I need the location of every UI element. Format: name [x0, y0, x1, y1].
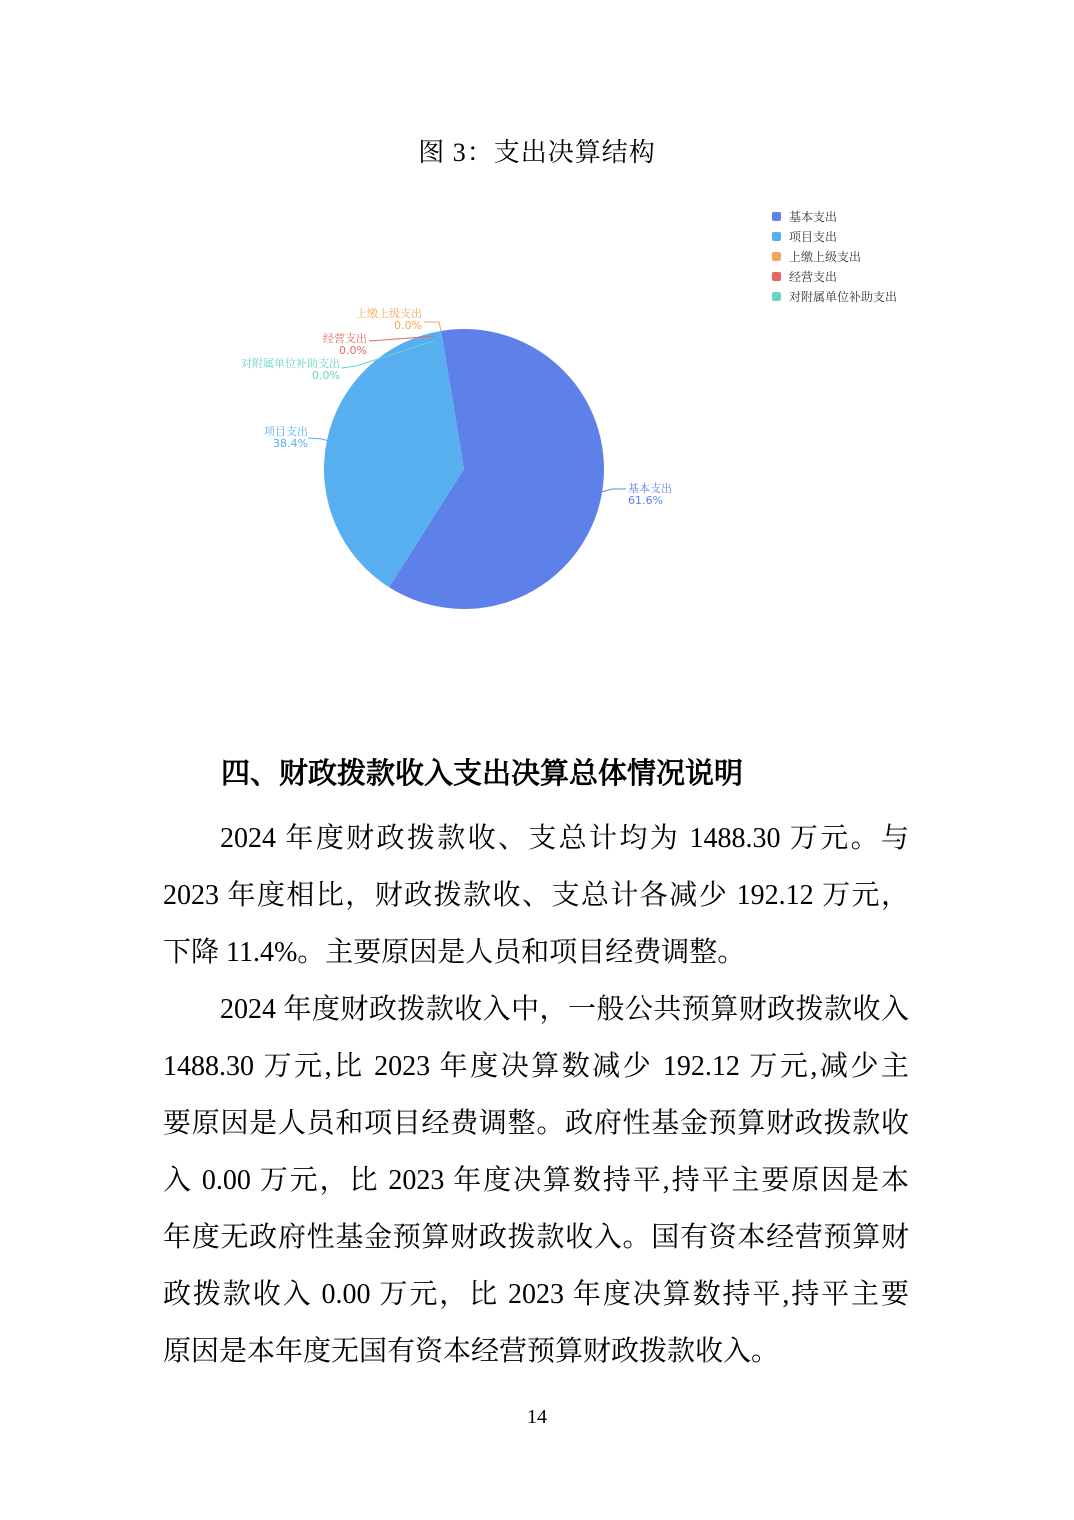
- expenditure-pie-chart: [0, 190, 1074, 660]
- body-text: [163, 810, 909, 1380]
- page-number: 14: [527, 1406, 547, 1428]
- paragraph2-line1: 2024 年度财政拨款收入中，一般公共预算财政拨款收入: [220, 994, 909, 1025]
- paragraph2-line7: 原因是本年度无国有资本经营预算财政拨款收入。: [163, 1336, 780, 1367]
- pie-label-jingying-zhichu: [323, 333, 367, 357]
- chart-legend: [772, 210, 897, 310]
- pie-label-name: 经营支出: [323, 332, 367, 345]
- pie-chart-canvas: [0, 190, 1074, 660]
- pie-label-name: 对附属单位补助支出: [241, 357, 340, 370]
- legend-swatch-icon: [772, 292, 781, 301]
- pie-label-pct: 0.0%: [312, 369, 340, 382]
- paragraph2-line2: 1488.30 万元,比 2023 年度决算数减少 192.12 万元,减少主: [163, 1051, 909, 1082]
- paragraph2-line3: 要原因是人员和项目经费调整。政府性基金预算财政拨款收: [163, 1108, 909, 1139]
- legend-item-fushu-danwei-buzhu-zhichu: [772, 290, 897, 302]
- pie-label-pct: 0.0%: [394, 319, 422, 332]
- legend-label: 经营支出: [789, 269, 838, 284]
- paragraph1-line2: 2023 年度相比，财政拨款收、支总计各减少 192.12 万元，: [163, 880, 909, 911]
- pie-label-xiangmu-zhichu: [264, 426, 308, 450]
- paragraph2-line5: 年度无政府性基金预算财政拨款收入。国有资本经营预算财: [163, 1222, 909, 1253]
- legend-swatch-icon: [772, 212, 781, 221]
- paragraph2-line6: 政拨款收入 0.00 万元，比 2023 年度决算数持平,持平主要: [163, 1279, 909, 1310]
- pie-label-name: 上缴上级支出: [356, 307, 422, 320]
- leader-line-shangjiao: [424, 322, 441, 331]
- legend-swatch-icon: [772, 232, 781, 241]
- legend-swatch-icon: [772, 252, 781, 261]
- pie-slices: [324, 329, 604, 609]
- legend-swatch-icon: [772, 272, 781, 281]
- pie-label-name: 项目支出: [264, 425, 308, 438]
- pie-label-pct: 0.0%: [339, 344, 367, 357]
- section-heading: 四、财政拨款收入支出决算总体情况说明: [221, 758, 744, 790]
- legend-label: 对附属单位补助支出: [789, 289, 898, 304]
- pie-label-shangjiao-shangji-zhichu: [356, 308, 422, 332]
- legend-label: 上缴上级支出: [789, 249, 862, 264]
- legend-item-shangjiao-shangji-zhichu: [772, 250, 897, 262]
- paragraph1-line1: 2024 年度财政拨款收、支总计均为 1488.30 万元。与: [220, 823, 909, 854]
- paragraph1-line3: 下降 11.4%。主要原因是人员和项目经费调整。: [163, 937, 746, 968]
- pie-label-name: 基本支出: [628, 482, 672, 495]
- legend-label: 基本支出: [789, 209, 838, 224]
- pie-label-jiben-zhichu: [628, 483, 672, 507]
- figure-title: 图 3：支出决算结构: [418, 138, 656, 167]
- pie-label-pct: 38.4%: [273, 437, 308, 450]
- paragraph2-line4: 入 0.00 万元，比 2023 年度决算数持平,持平主要原因是本: [163, 1165, 909, 1196]
- legend-item-jingying-zhichu: [772, 270, 897, 282]
- legend-label: 项目支出: [789, 229, 838, 244]
- legend-item-jiben-zhichu: [772, 210, 897, 222]
- legend-item-xiangmu-zhichu: [772, 230, 897, 242]
- pie-label-fushu-danwei-buzhu-zhichu: [241, 358, 340, 382]
- pie-label-pct: 61.6%: [628, 494, 663, 507]
